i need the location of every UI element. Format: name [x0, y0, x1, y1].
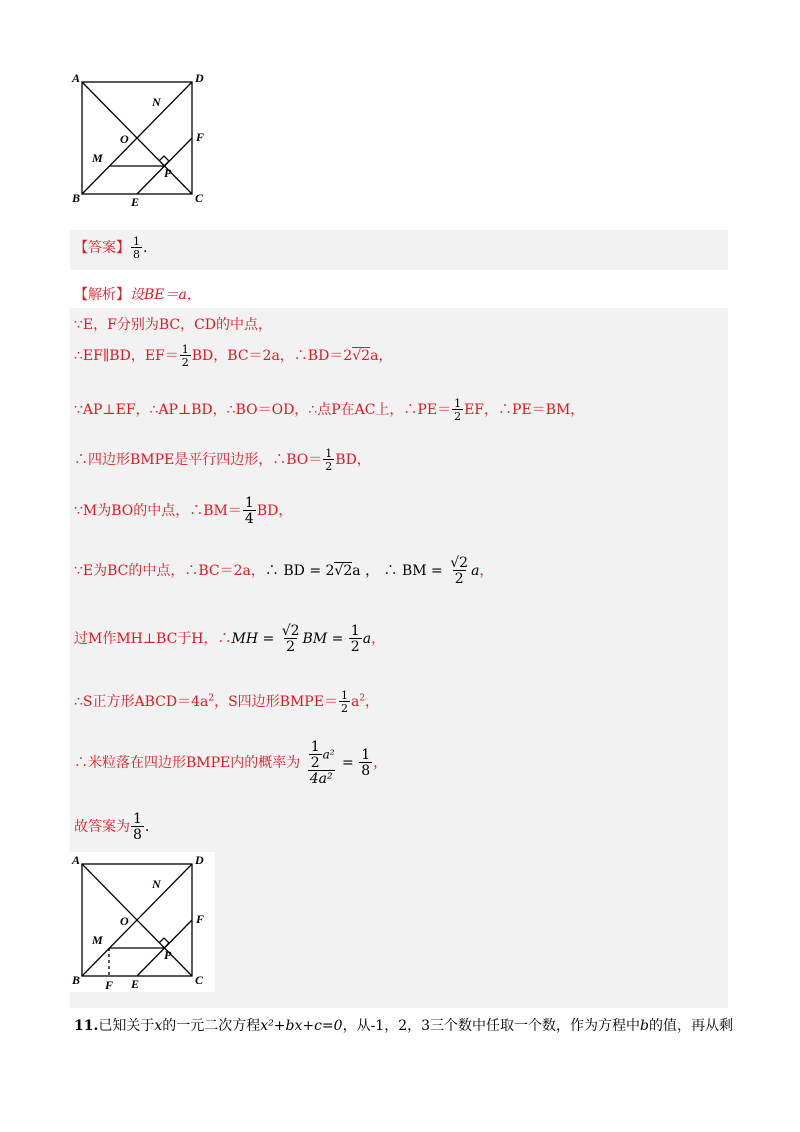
label-f-foot: F — [105, 978, 114, 992]
superscript: 2 — [208, 693, 215, 704]
label-n: N — [152, 95, 161, 109]
text: MH = — [231, 631, 279, 647]
text: ∵AP⊥EF，∴AP⊥BD，∴BO＝OD，∴点P在AC上，∴PE＝ — [74, 402, 452, 418]
text: a ， — [352, 563, 380, 579]
answer-fraction: $\frac{1}{8}$ — [133, 235, 140, 261]
label-o: O — [120, 132, 129, 146]
text: ， — [479, 563, 494, 579]
text: ∴米粒落在四边形BMPE内的概率为 — [74, 755, 301, 771]
fraction-eighth: $\frac{1}{8}$ — [361, 747, 371, 779]
sqrt-radicand: √2 — [352, 348, 371, 364]
fraction-sqrt2-over-2: $\frac{√2}{2}$ — [450, 555, 469, 587]
text: ∴ BD = 2 — [264, 563, 335, 579]
fraction-half: $\frac{1}{2}$ — [350, 623, 360, 655]
solution-line-4 — [74, 448, 371, 472]
label-d: D — [195, 71, 204, 85]
text: ∴四边形BMPE是平行四边形，∴BO＝ — [74, 452, 323, 468]
var-b: b — [640, 1018, 649, 1034]
label-n: N — [152, 877, 161, 891]
text: EF，∴PE＝BM， — [464, 402, 585, 418]
label-a: A — [72, 71, 81, 85]
text: ∴ BM = — [383, 563, 448, 579]
text: ∴EF∥BD，EF＝ — [74, 348, 179, 364]
superscript: 2 — [359, 693, 366, 704]
solution-line-6 — [74, 556, 493, 586]
solution-line-2 — [74, 344, 392, 368]
text: ， — [365, 694, 380, 710]
question-number: 11. — [74, 1018, 99, 1034]
solution-line-10 — [74, 812, 149, 842]
label-e: E — [131, 195, 140, 209]
label-f: F — [196, 912, 205, 926]
label-b: B — [72, 191, 81, 205]
solution-line-9: ∴米粒落在四边形BMPE内的概率为 $\frac{1}{2}$ a² 4a² = $\frac{1}{8}$ ， — [74, 739, 388, 787]
label-d: D — [195, 853, 204, 867]
geometry-figure-2 — [70, 852, 215, 992]
solution-line-7 — [74, 624, 385, 654]
fraction-half: $\frac{1}{2}$ — [454, 397, 462, 423]
text: ∵E，F分别为BC，CD的中点， — [74, 317, 273, 333]
text: 故答案为 — [74, 819, 130, 835]
label-p: P — [164, 166, 172, 180]
text: ， — [373, 755, 388, 771]
solution-line-1 — [74, 314, 272, 334]
text: a — [362, 631, 372, 647]
label-c: C — [195, 973, 204, 987]
text: ， — [371, 631, 386, 647]
text: 已知关于 — [98, 1018, 155, 1034]
text: BM = — [302, 631, 348, 647]
label-b: B — [72, 973, 81, 987]
text: ，S四边形BMPE＝ — [214, 694, 338, 710]
text: BD， — [256, 503, 293, 519]
analysis-line — [74, 284, 201, 304]
geometry-figure-1 — [70, 70, 215, 210]
fraction-half: $\frac{1}{2}$ — [340, 689, 348, 715]
text: a — [471, 563, 480, 579]
label-c: C — [195, 191, 204, 205]
answer-line — [74, 236, 147, 260]
fraction-half: $\frac{1}{2}$ — [310, 739, 320, 771]
text: a — [350, 694, 360, 710]
equation: x²+bx+c=0 — [260, 1018, 343, 1034]
label-a: A — [72, 853, 81, 867]
solution-line-3 — [74, 398, 584, 422]
text: 的一元二次方程 — [162, 1018, 261, 1034]
text: 的值，再从剩 — [649, 1018, 733, 1034]
sqrt-radicand: √2 — [334, 563, 353, 579]
answer-label: 【答案】 — [74, 240, 130, 256]
label-p: P — [164, 948, 172, 962]
question-11 — [74, 1015, 733, 1035]
text: BD，BC＝2a，∴BD＝2 — [191, 348, 353, 364]
label-e: E — [131, 977, 140, 991]
label-o: O — [120, 914, 129, 928]
text: ∵E为BC的中点，∴BC＝2a， — [74, 563, 265, 579]
solution-line-8 — [74, 690, 379, 714]
fraction-eighth: $\frac{1}{8}$ — [133, 811, 142, 843]
fraction-half: $\frac{1}{2}$ — [181, 343, 189, 369]
text: . — [144, 819, 150, 835]
text: BD， — [335, 452, 371, 468]
label-m: M — [92, 151, 103, 165]
fraction-half: $\frac{1}{2}$ — [325, 447, 333, 473]
var-x: x — [154, 1018, 163, 1034]
label-m: M — [92, 933, 103, 947]
answer-period: . — [143, 240, 148, 256]
fraction-sqrt2-over-2: $\frac{√2}{2}$ — [281, 623, 300, 655]
text: 过M作MH⊥BC于H，∴ — [74, 631, 232, 647]
text: ∴S正方形ABCD＝4a — [74, 694, 209, 710]
fraction-quarter: $\frac{1}{4}$ — [244, 495, 254, 527]
text: ，从-1，2，3三个数中任取一个数，作为方程中 — [342, 1018, 641, 1034]
analysis-intro: 设BE＝a， — [130, 287, 201, 303]
answer-panel — [70, 230, 728, 270]
label-f: F — [196, 130, 205, 144]
text: a， — [370, 348, 393, 364]
solution-line-5 — [74, 496, 292, 526]
text: ∵M为BO的中点，∴BM＝ — [74, 503, 242, 519]
fraction-probability: $\frac{1}{2}$ a² 4a² — [309, 739, 335, 787]
analysis-label: 【解析】 — [74, 287, 130, 303]
